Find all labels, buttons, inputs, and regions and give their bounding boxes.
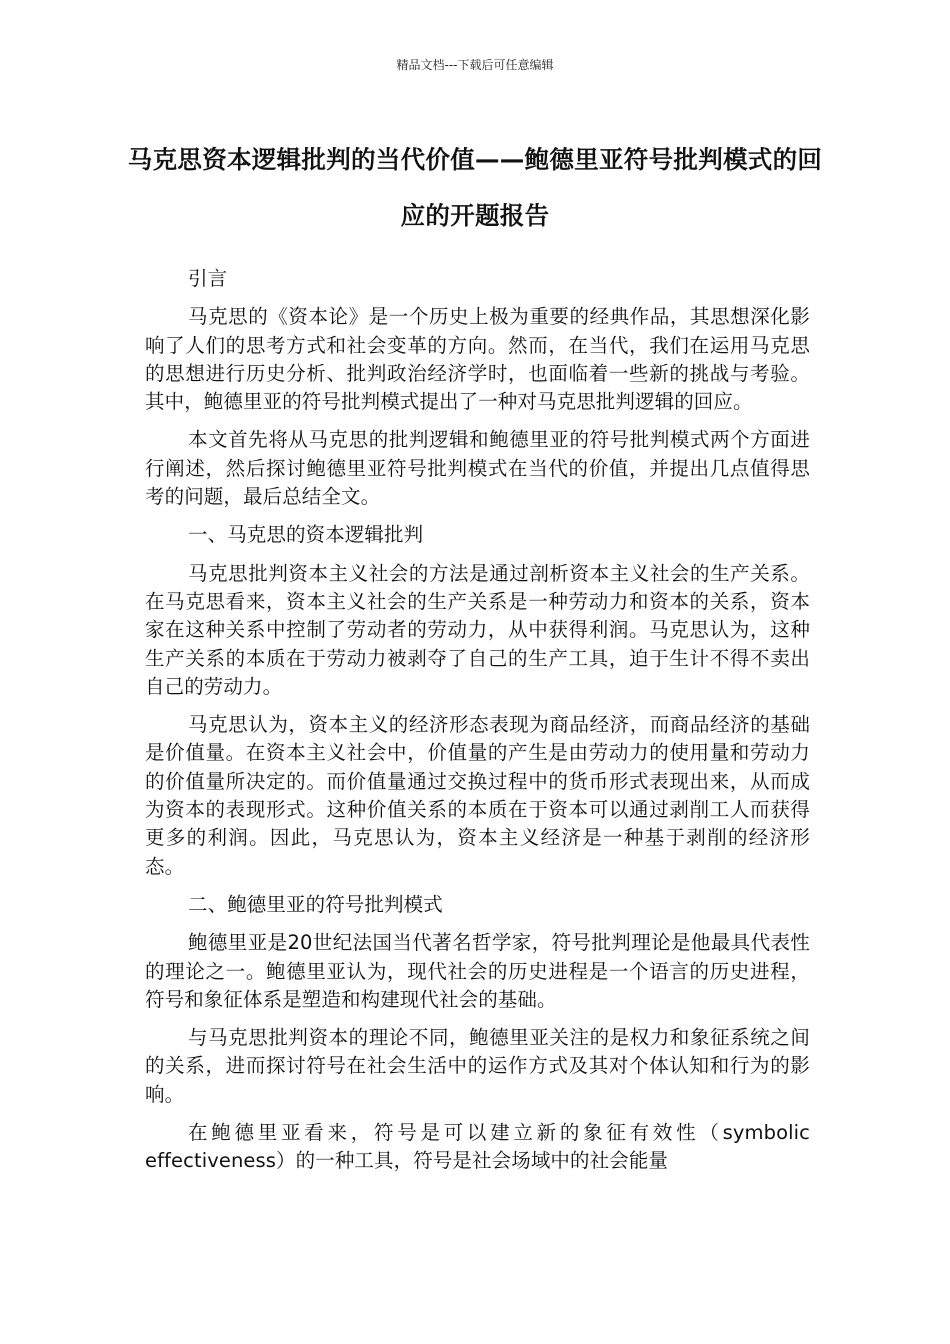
- paragraph: 在鲍德里亚看来，符号是可以建立新的象征有效性（symbolic effectiveness）的一种工具，符号是社会场域中的社会能量: [145, 1121, 810, 1173]
- paragraph: 马克思认为，资本主义的经济形态表现为商品经济，而商品经济的基础是价值量。在资本主义社会中，价值量的产生是由劳动力的使用量和劳动力的价值量所决定的。而价值量通过交换过程中的货币形式表现出来，从而成为资本的表现形式。这种价值关系的本质在于资本可以通过剥削工人而获得更多的利润。因此，马克思认为，资本主义经济是一种基于剥削的经济形态。: [145, 713, 810, 878]
- paragraph: 本文首先将从马克思的批判逻辑和鲍德里亚的符号批判模式两个方面进行阐述，然后探讨鲍德里亚符号批判模式在当代的价值，并提出几点值得思考的问题，最后总结全文。: [145, 428, 810, 509]
- page-header: 精品文档---下载后可任意编辑: [396, 58, 554, 72]
- document-body: [145, 265, 810, 1186]
- section-heading-2: 二、鲍德里亚的符号批判模式: [188, 892, 443, 916]
- document-title: 马克思资本逻辑批判的当代价值——鲍德里亚符号批判模式的回应的开题报告: [127, 145, 823, 230]
- paragraph: 与马克思批判资本的理论不同，鲍德里亚关注的是权力和象征系统之间的关系，进而探讨符号在社会生活中的运作方式及其对个体认知和行为的影响。: [145, 1026, 810, 1106]
- paragraph: 马克思批判资本主义社会的方法是通过剖析资本主义社会的生产关系。在马克思看来，资本主义社会的生产关系是一种劳动力和资本的关系，资本家在这种关系中控制了劳动者的劳动力，从中获得利润。马克思认为，这种生产关系的本质在于劳动力被剥夺了自己的生产工具，迫于生计不得不卖出自己的劳动力。: [145, 561, 810, 698]
- section-heading-intro: 引言: [188, 267, 228, 290]
- section-heading-1: 一、马克思的资本逻辑批判: [188, 523, 424, 547]
- paragraph: 鲍德里亚是20世纪法国当代著名哲学家，符号批判理论是他最具代表性的理论之一。鲍德里亚认为，现代社会的历史进程是一个语言的历史进程，符号和象征体系是塑造和构建现代社会的基础。: [145, 931, 810, 1011]
- paragraph: 马克思的《资本论》是一个历史上极为重要的经典作品，其思想深化影响了人们的思考方式和社会变革的方向。然而，在当代，我们在运用马克思的思想进行历史分析、批判政治经济学时，也面临着一些新的挑战与考验。其中，鲍德里亚的符号批判模式提出了一种对马克思批判逻辑的回应。: [145, 305, 810, 414]
